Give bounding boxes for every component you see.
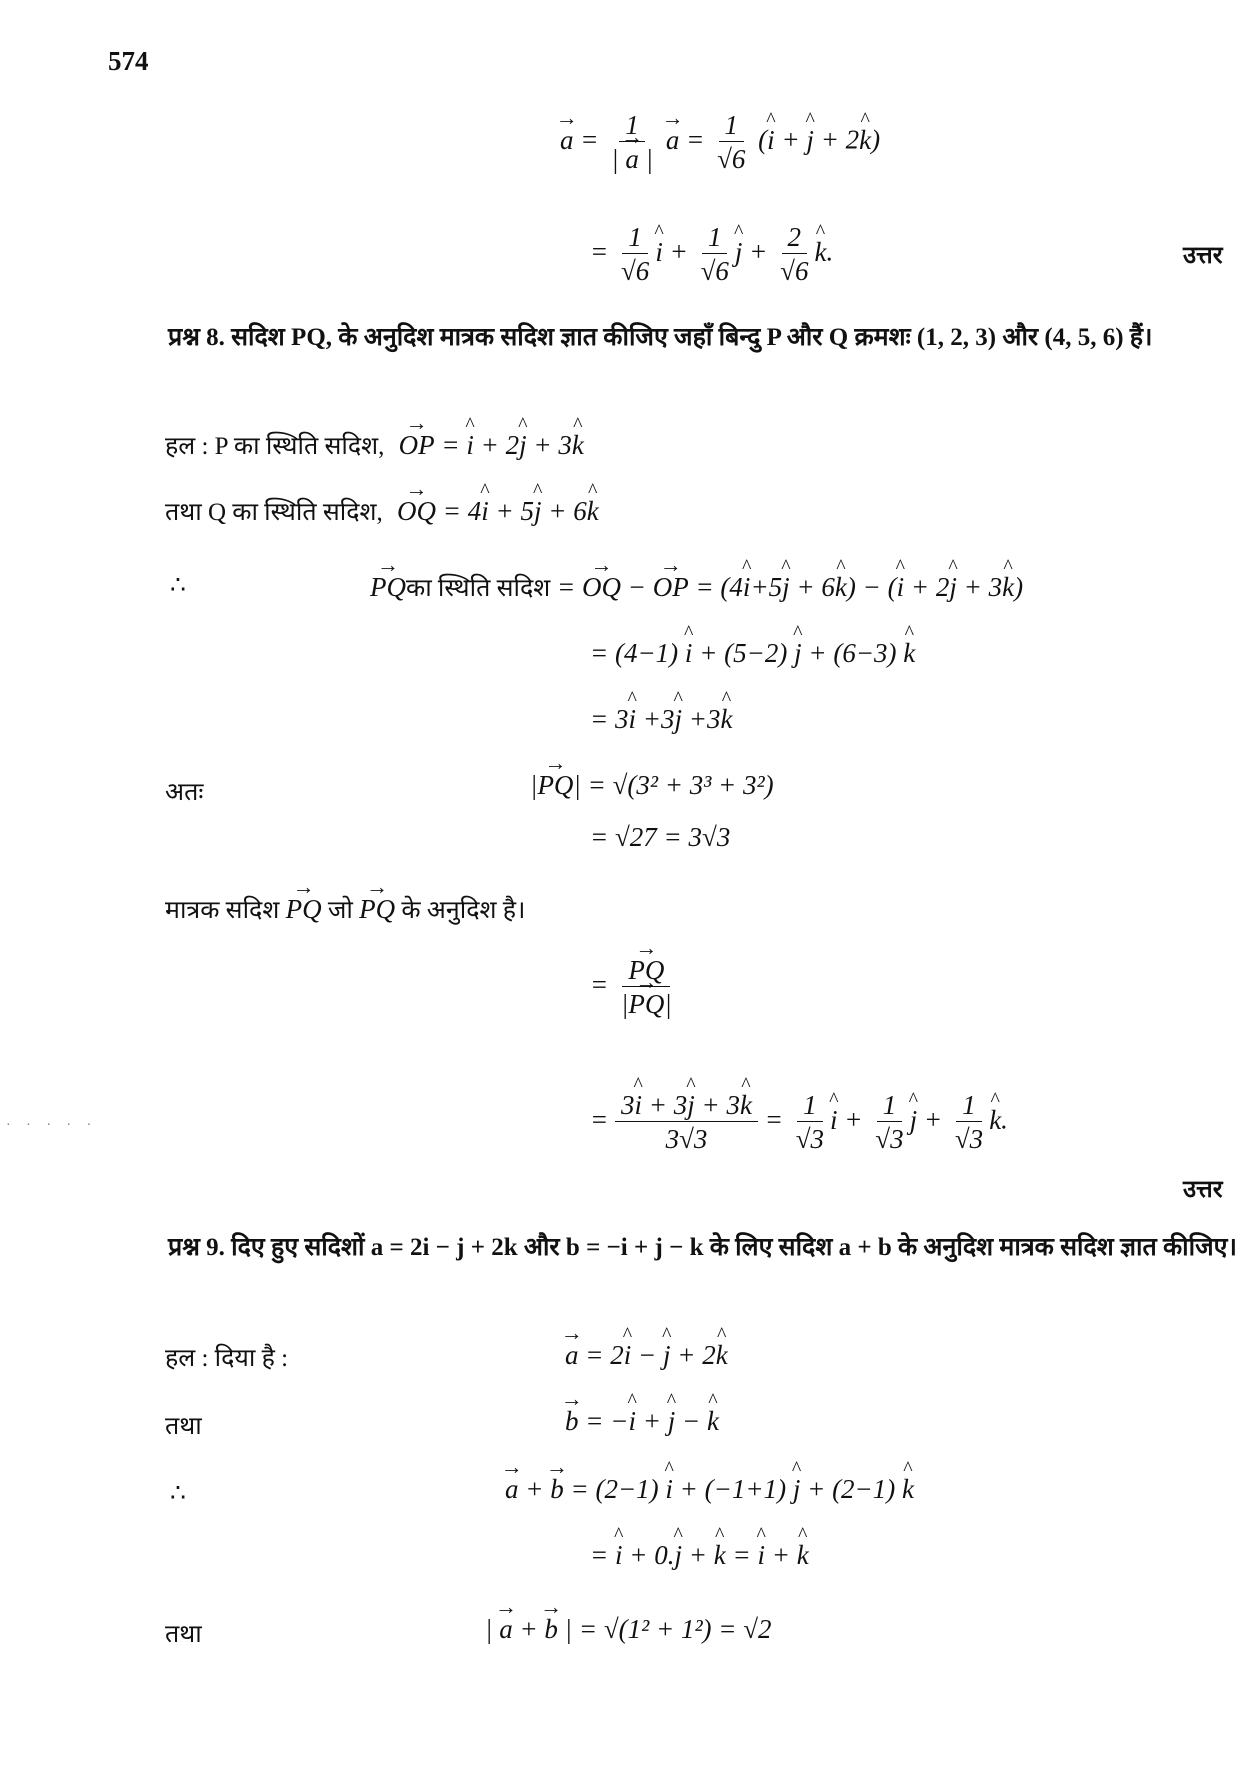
- q8-unit-fraction: = → $\frac{PQ}{|\to PQ|}$: [590, 955, 678, 1020]
- q9-modulus: | → a + → b | = √(1² + 1²) = √2: [485, 1614, 772, 1645]
- q8-modulus-line1: |→ PQ| = √(3² + 3³ + 3²): [530, 770, 774, 801]
- q8-solution-line2: तथा Q का स्थिति सदिश, → OQ = 4^ i + 5^ j + 6^ k: [165, 494, 599, 528]
- q9-sum-expr: → a + → b = (2−1) ^ i + (−1+1) ^ j + (2−1) ^ k: [505, 1474, 914, 1505]
- q8-sol1-label: हल : P का स्थिति सदिश,: [165, 433, 385, 460]
- q9-b-expr: → b = −^ i + ^ j − ^ k: [565, 1406, 719, 1437]
- q8-step2: = (4−1) ^ i + (5−2) ^ j + (6−3) ^ k: [590, 638, 915, 669]
- q8-sol2-label: तथा Q का स्थिति सदिश,: [165, 499, 383, 526]
- q9-given-label: हल : दिया है :: [165, 1345, 289, 1372]
- q9-therefore: ∴: [170, 1480, 186, 1507]
- question-9-text: प्रश्न 9. दिए हुए सदिशों a = 2i − j + 2k और b = −i + j − k के लिए सदिश a + b के अनुदिश मात्रक सदिश ज्ञात कीजिए।: [168, 1234, 1237, 1261]
- q8-atah: अतः: [165, 779, 204, 806]
- q8-modulus-line2: = √27 = 3√3: [590, 822, 731, 852]
- question-9: [108, 1226, 1243, 1270]
- answer-label-1: उत्तर: [1183, 243, 1223, 269]
- question-8-text: प्रश्न 8. सदिश PQ, के अनुदिश मात्रक सदिश ज्ञात कीजिए जहाँ बिन्दु P और Q क्रमशः (1, 2, 3) और (4, 5, 6) हैं।: [168, 324, 1153, 351]
- q8-pq-line: → PQका स्थिति सदिश = → OQ − → OP = (4^ i+5^ j + 6^ k) − (^ i + 2^ j + 3^ k): [370, 570, 1023, 604]
- q8-unit-final: = $\frac{3\^{} i + 3\^{} j + 3\^{} k}{3√3}$ = $\frac{1}{√3}$ ^ i + $\frac{1}{√3}$ ^ j + $\frac{1}{√3}$ ^ k.: [590, 1090, 1008, 1155]
- scan-speckle: · · · · ·: [6, 1118, 98, 1133]
- top-equation-line1: → a = $\frac{1}{| \to a |}$ → a = $\frac{1}{√6}$ (^ i + ^ j + 2^ k): [560, 110, 880, 175]
- q8-unit-text: मात्रक सदिश → PQ जो → PQ के अनुदिश है।: [165, 892, 526, 926]
- q8-solution-line1: हल : P का स्थिति सदिश, → OP = ^ i + 2^ j + 3^ k: [165, 428, 584, 462]
- answer-label-2: उत्तर: [1183, 1177, 1223, 1203]
- top-equation-line2: = $\frac{1}{√6}$ ^ i + $\frac{1}{√6}$ ^ j + $\frac{2}{√6}$ ^ k.: [590, 222, 833, 287]
- q9-a-expr: → a = 2^ i − ^ j + 2^ k: [565, 1340, 728, 1371]
- q9-sum-step: = ^ i + 0.^ j + ^ k = ^ i + ^ k: [590, 1540, 809, 1571]
- page-number: 574: [108, 46, 149, 76]
- q8-step3: = 3^ i +3^ j +3^ k: [590, 704, 732, 735]
- q9-tatha: तथा: [165, 1413, 202, 1440]
- q9-tatha-2: तथा: [165, 1621, 202, 1648]
- q8-therefore: ∴: [170, 572, 186, 599]
- question-8: [108, 316, 1243, 360]
